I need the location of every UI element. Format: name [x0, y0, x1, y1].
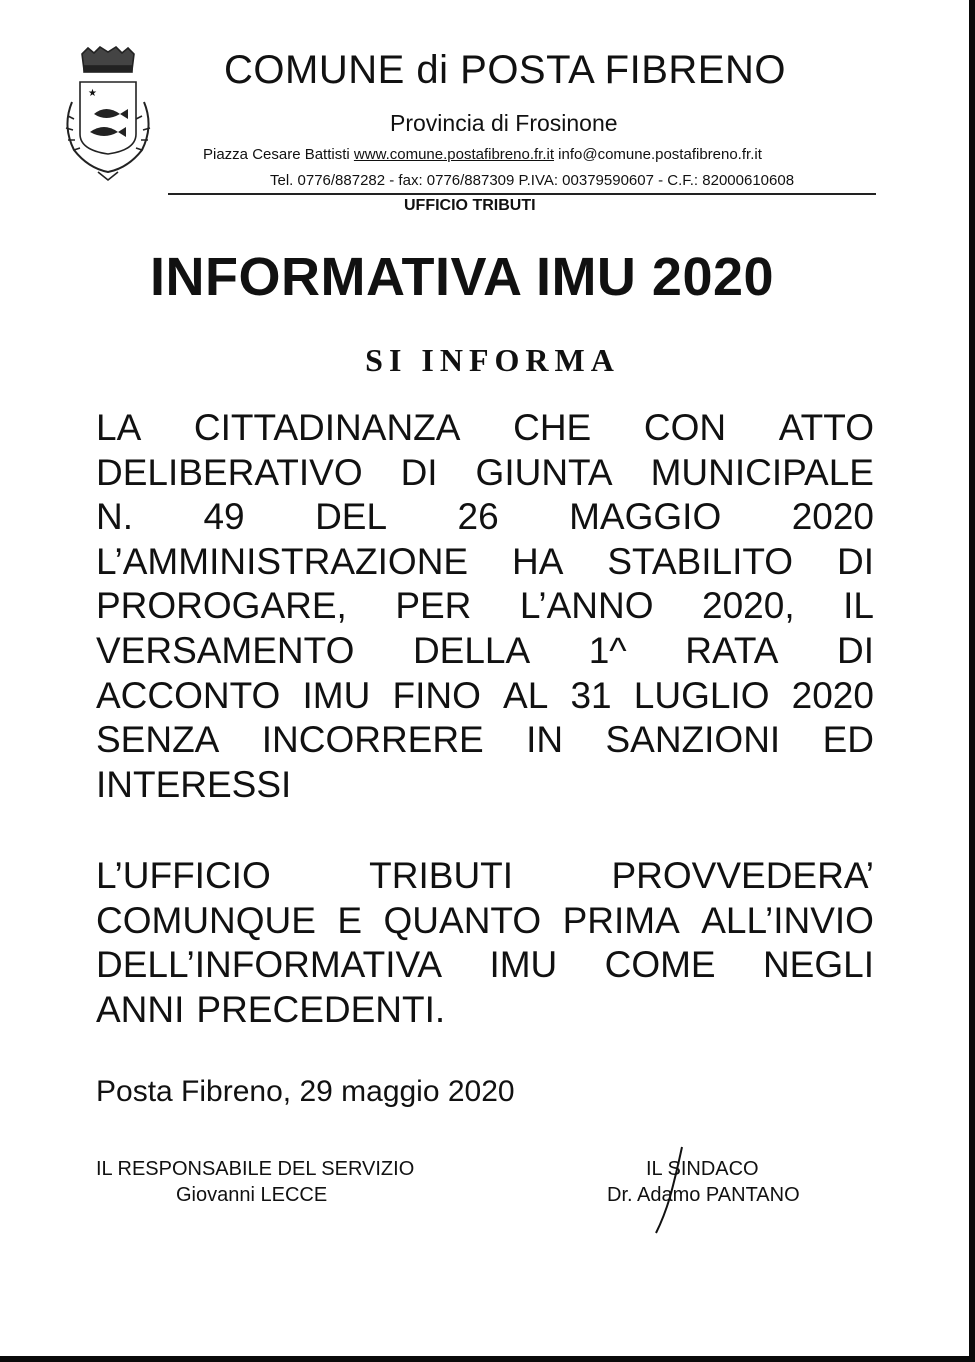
word: 2020, — [702, 585, 795, 627]
word: 26 — [457, 496, 499, 538]
word: ATTO — [778, 407, 874, 448]
word: AL — [503, 674, 549, 716]
word: TRIBUTI — [369, 855, 514, 896]
document-title: INFORMATIVA IMU 2020 — [150, 247, 775, 307]
office-name: UFFICIO TRIBUTI — [404, 197, 536, 214]
header-divider — [168, 193, 876, 195]
word: FINO — [392, 674, 481, 716]
word: DELIBERATIVO — [96, 451, 363, 493]
word: PRIMA — [562, 899, 680, 941]
sindaco-name: Dr. Adamo PANTANO — [607, 1184, 800, 1206]
municipality-name: COMUNE di POSTA FIBRENO — [224, 48, 786, 92]
word: ACCONTO — [96, 674, 281, 716]
text-line — [96, 988, 874, 1033]
word: PRECEDENTI. — [196, 988, 446, 1030]
text-line — [96, 899, 874, 944]
word: COMUNQUE — [96, 899, 316, 941]
word: DI — [400, 451, 438, 493]
word: LUGLIO — [633, 674, 770, 716]
text-line — [96, 718, 874, 763]
word: VERSAMENTO — [96, 629, 355, 671]
word: STABILITO — [607, 540, 794, 582]
scan-edge-right — [969, 0, 975, 1362]
notice-paragraph-1 — [96, 406, 874, 807]
place-date: Posta Fibreno, 29 maggio 2020 — [96, 1075, 515, 1108]
word: DEL — [315, 496, 388, 538]
responsabile-title: IL RESPONSABILE DEL SERVIZIO — [96, 1158, 415, 1180]
text-line — [96, 629, 874, 674]
text-line — [96, 943, 874, 988]
word: MAGGIO — [569, 496, 722, 538]
word: 2020 — [791, 674, 874, 716]
sindaco-title: IL SINDACO — [646, 1158, 759, 1180]
word: ANNI — [96, 988, 185, 1030]
scan-edge-bottom — [0, 1356, 975, 1362]
text-line — [96, 451, 874, 496]
word: INTERESSI — [96, 763, 292, 805]
svg-text:★: ★ — [88, 88, 97, 99]
word: PROROGARE, — [96, 585, 347, 627]
word: IN — [526, 719, 564, 761]
word: 49 — [203, 496, 245, 538]
word: DI — [836, 540, 874, 582]
word: MUNICIPALE — [650, 451, 874, 493]
text-line — [96, 854, 874, 899]
word: PER — [395, 585, 472, 627]
word: 1^ — [588, 629, 627, 671]
word: ALL’INVIO — [701, 899, 874, 941]
document-subtitle: SI INFORMA — [365, 342, 620, 378]
word: DELLA — [412, 629, 531, 671]
word: RATA — [685, 629, 779, 671]
word: NEGLI — [762, 944, 874, 986]
word: QUANTO — [383, 899, 542, 941]
province-name: Provincia di Frosinone — [390, 110, 618, 136]
word: L’AMMINISTRAZIONE — [96, 540, 469, 582]
text-line — [96, 495, 874, 540]
word: L’UFFICIO — [96, 855, 271, 896]
word: DELL’INFORMATIVA — [96, 944, 443, 986]
text-line — [96, 406, 874, 451]
word: GIUNTA — [475, 451, 613, 493]
word: 2020 — [791, 496, 874, 538]
word: LA — [96, 407, 142, 448]
word: L’ANNO — [519, 585, 654, 627]
word: ED — [822, 719, 874, 761]
text-line — [96, 540, 874, 585]
signature-stroke-icon — [640, 1145, 690, 1235]
email-text: info@comune.postafibreno.fr.it — [554, 146, 762, 163]
word: IMU — [302, 674, 371, 716]
word: IMU — [489, 944, 558, 986]
word: COME — [604, 944, 716, 986]
word: PROVVEDERA’ — [611, 855, 874, 896]
address-line — [203, 146, 762, 163]
notice-paragraph-2 — [96, 854, 874, 1032]
word: N. — [96, 496, 133, 538]
text-line — [96, 763, 874, 808]
word: INCORRERE — [261, 719, 484, 761]
word: SANZIONI — [605, 719, 781, 761]
word: SENZA — [96, 719, 220, 761]
word: 31 — [570, 674, 612, 716]
website-link[interactable]: www.comune.postafibreno.fr.it — [353, 146, 555, 163]
word: CON — [643, 407, 727, 448]
word: CITTADINANZA — [193, 407, 461, 448]
word: DI — [837, 629, 874, 671]
word: E — [337, 899, 363, 941]
responsabile-name: Giovanni LECCE — [176, 1184, 328, 1206]
address-text: Piazza Cesare Battisti — [203, 146, 354, 163]
word: CHE — [513, 407, 592, 448]
contacts-line: Tel. 0776/887282 - fax: 0776/887309 P.IVA: 00379590607 - C.F.: 82000610608 — [270, 172, 795, 189]
text-line — [96, 674, 874, 719]
municipal-crest-icon — [58, 46, 158, 186]
word: IL — [843, 585, 874, 627]
text-line — [96, 584, 874, 629]
word: HA — [512, 540, 564, 582]
